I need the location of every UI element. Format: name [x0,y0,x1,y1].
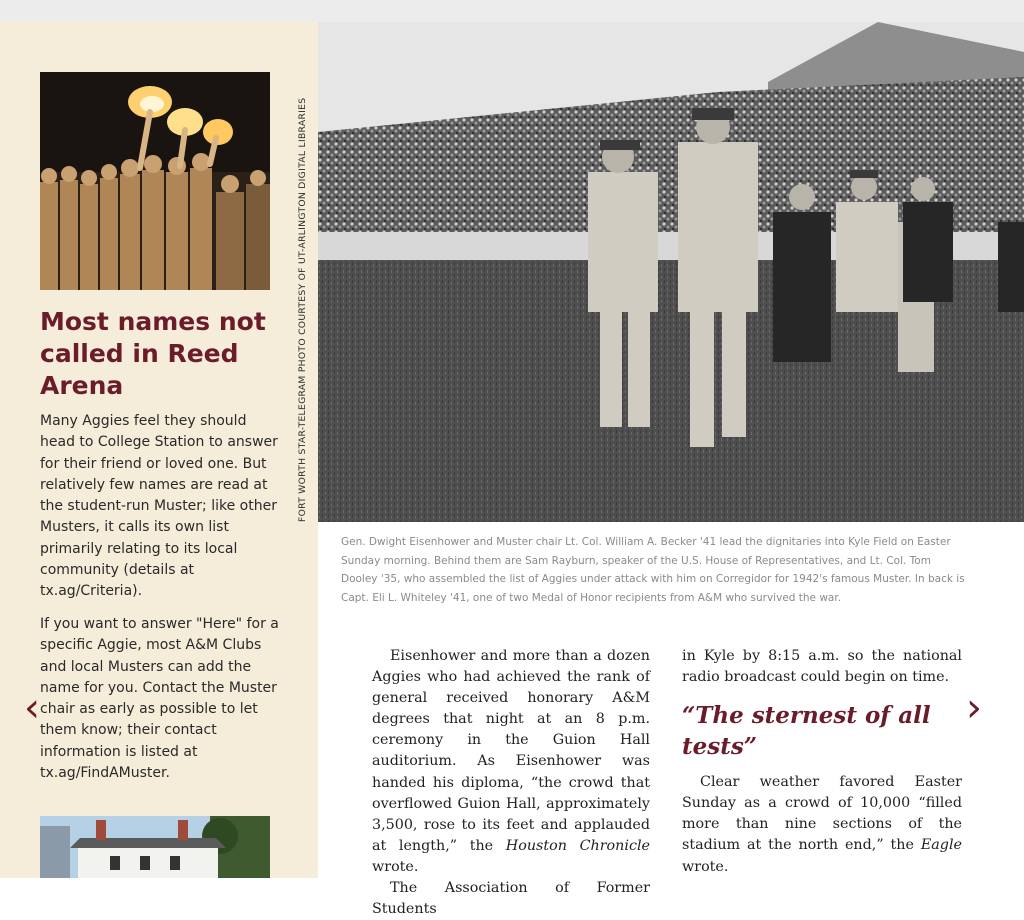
col1-text-b: wrote. [372,858,419,875]
top-bar [0,0,1024,22]
photo-credit: FORT WORTH STAR-TELEGRAM PHOTO COURTESY OF UT-ARLINGTON DIGITAL LIBRARIES [297,97,308,522]
article-column-1 [372,646,650,920]
publication-name-chronicle: Houston Chronicle [505,837,650,854]
eisenhower-kyle-field-photo [318,22,1024,522]
article-subhead: “The sternest of all tests” [682,702,931,761]
col2-text-a: Clear weather favored Easter Sunday as a crowd of 10,000 “filled more than nine sections of the stadium at the north end,” the [682,774,962,854]
article-col2-paragraph-1: in Kyle by 8:15 a.m. so the national radio broadcast could begin on time. [682,648,962,686]
photo-caption: Gen. Dwight Eisenhower and Muster chair Lt. Col. William A. Becker '41 lead the dignitaries into Kyle Field on Easter Sunday morning. Behind them are Sam Rayburn, speaker of the U.S. House of Representatives, and Lt. Col. Tom Dooley '35, who assembled the list of Aggies under attack with him on Corregidor for 1942's famous Muster. In back is Capt. Eli L. Whiteley '41, one of two Medal of Honor recipients from A&M who survived the war. [341,536,965,604]
next-page-arrow-icon[interactable]: › [966,685,982,731]
article-col1-paragraph-2: The Association of Former Students [372,880,650,918]
article-col1-paragraph-1 [372,646,650,878]
sidebar-headline: Most names not called in Reed Arena [40,307,266,400]
previous-page-arrow-icon[interactable]: ‹ [24,685,40,731]
article-column-2 [682,646,962,878]
col2-text-b: wrote. [682,858,729,875]
sidebar-paragraph-1: Many Aggies feel they should head to College Station to answer for their friend or loved one. But relatively few names are read at the student-run Muster; like other Musters, it calls its own list primarily relating to its local community (details at tx.ag/Criteria). [40,413,278,600]
torch-ceremony-photo [40,72,270,290]
house-photo [40,816,270,878]
sidebar-paragraph-2: If you want to answer "Here" for a specific Aggie, most A&M Clubs and local Musters can add the name for you. Contact the Muster chair as early as possible to let them know; their contact information is listed at tx.ag/FindAMuster. [40,616,279,782]
publication-name-eagle: Eagle [920,837,962,854]
col1-text-a: Eisenhower and more than a dozen Aggies who had achieved the rank of general received honorary A&M degrees that night at an 8 p.m. ceremony in the Guion Hall auditorium. As Eisenhower was handed his diploma, “the crowd that overflowed Guion Hall, approximately 3,500, rose to its feet and applauded at length,” the [372,648,650,854]
article-col2-paragraph-2 [682,772,962,877]
